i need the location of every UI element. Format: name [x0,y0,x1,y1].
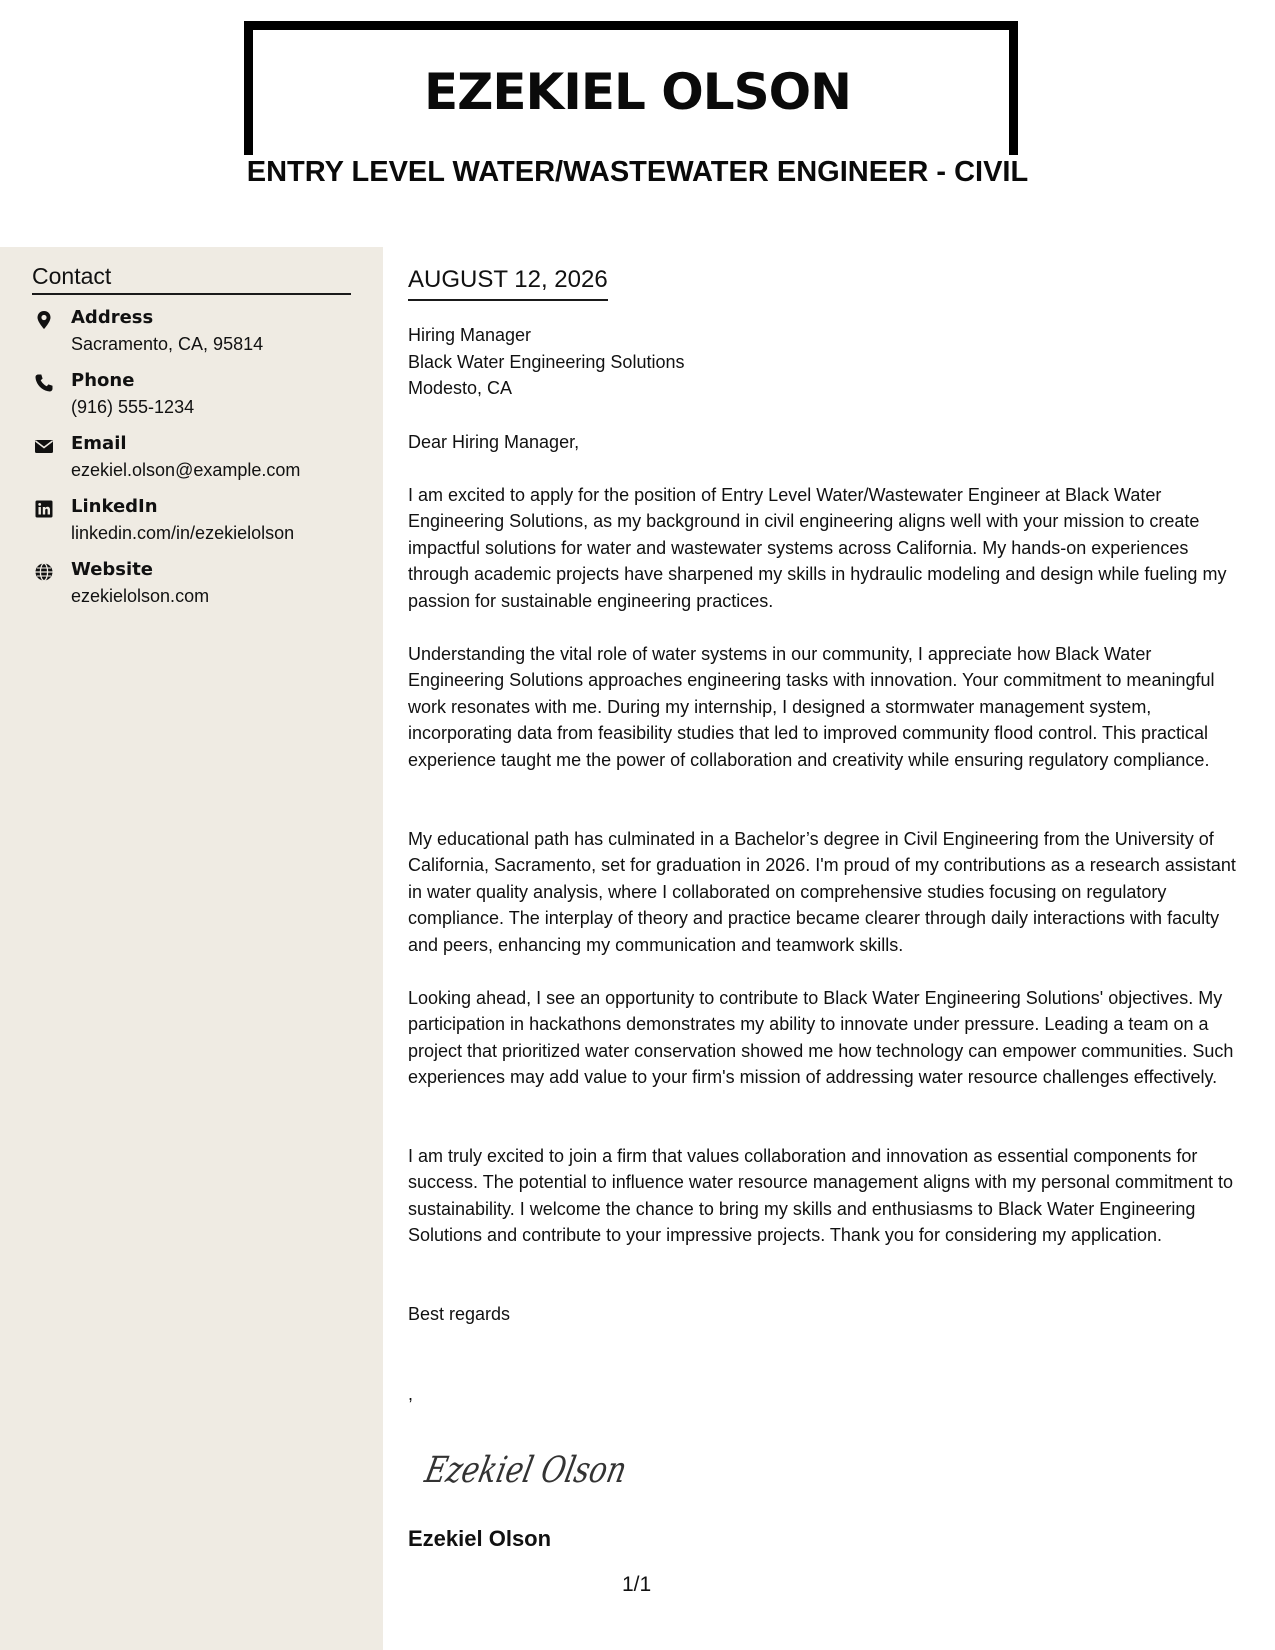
phone-value: (916) 555-1234 [71,397,195,417]
page-number: 1/1 [622,1573,652,1596]
salutation: Dear Hiring Manager, [408,432,580,452]
map-pin-icon [34,310,54,330]
closing-comma: , [408,1384,414,1404]
signer-name: Ezekiel Olson [408,1526,552,1551]
recipient-company: Black Water Engineering Solutions [408,351,685,372]
website-label: Website [71,559,154,580]
body-paragraph: I am truly excited to join a firm that values collaboration and innovation as essential components for success. The potential to influence water resource management aligns with my personal commitment to sustainability. I welcome the chance to bring my skills and enthusiasms to Black Water Engineering Solutions and contribute to your impressive projects. Thank you for considering my application. [408,1146,1234,1246]
signature-image [421,1432,679,1502]
linkedin-icon [34,499,54,519]
linkedin-value[interactable]: linkedin.com/in/ezekielolson [71,523,295,543]
body-paragraph: Looking ahead, I see an opportunity to contribute to Black Water Engineering Solutions' objectives. My participation in hackathons demonstrates my ability to innovate under pressure. Leading a team on a project that prioritized water conservation showed me how technology can empower communities. Such experiences may add value to your firm's mission of addressing water resource challenges effectively. [408,988,1234,1088]
recipient-name: Hiring Manager [408,325,532,345]
email-label: Email [71,433,127,454]
body-paragraph: My educational path has culminated in a Bachelor’s degree in Civil Engineering from the University of California, Sacramento, set for graduation in 2026. I'm proud of my contributions as a research assistant in water quality analysis, where I collaborated on comprehensive studies focusing on regulatory compliance. The interplay of theory and practice became clearer through daily interactions with faculty and peers, enhancing my communication and teamwork skills. [408,829,1236,955]
address-value: Sacramento, CA, 95814 [71,334,264,354]
svg-text:Ezekiel Olson: Ezekiel Olson [421,1448,679,1491]
applicant-name: EZEKIEL OLSON [423,63,852,121]
linkedin-label: LinkedIn [71,496,158,517]
phone-icon [34,373,54,393]
globe-icon [34,562,54,582]
letter-date: AUGUST 12, 2026 [408,264,608,301]
envelope-icon [34,436,54,456]
website-value[interactable]: ezekielolson.com [71,586,210,606]
recipient-block [408,322,684,402]
address-label: Address [71,307,154,328]
recipient-location: Modesto, CA [408,378,513,398]
contact-heading: Contact [32,261,351,295]
body-paragraph: I am excited to apply for the position of Entry Level Water/Wastewater Engineer at Black Water Engineering Solutions, as my background in civil engineering aligns well with your mission to create impactful solutions for water and wastewater systems across California. My hands-on experiences through academic projects have sharpened my skills in hydraulic modeling and design while fueling my passion for sustainable engineering practices. [408,485,1227,611]
email-value[interactable]: ezekiel.olson@example.com [71,460,301,480]
closing: Best regards [408,1304,511,1324]
job-title: ENTRY LEVEL WATER/WASTEWATER ENGINEER - CIVIL [246,156,1029,188]
body-paragraph: Understanding the vital role of water systems in our community, I appreciate how Black Water Engineering Solutions approaches engineering tasks with innovation. Your commitment to meaningful work resonates with me. During my internship, I designed a stormwater management system, incorporating data from feasibility studies that led to improved community flood control. This practical experience taught me the power of collaboration and creativity while ensuring regulatory compliance. [408,644,1215,770]
phone-label: Phone [71,370,135,391]
